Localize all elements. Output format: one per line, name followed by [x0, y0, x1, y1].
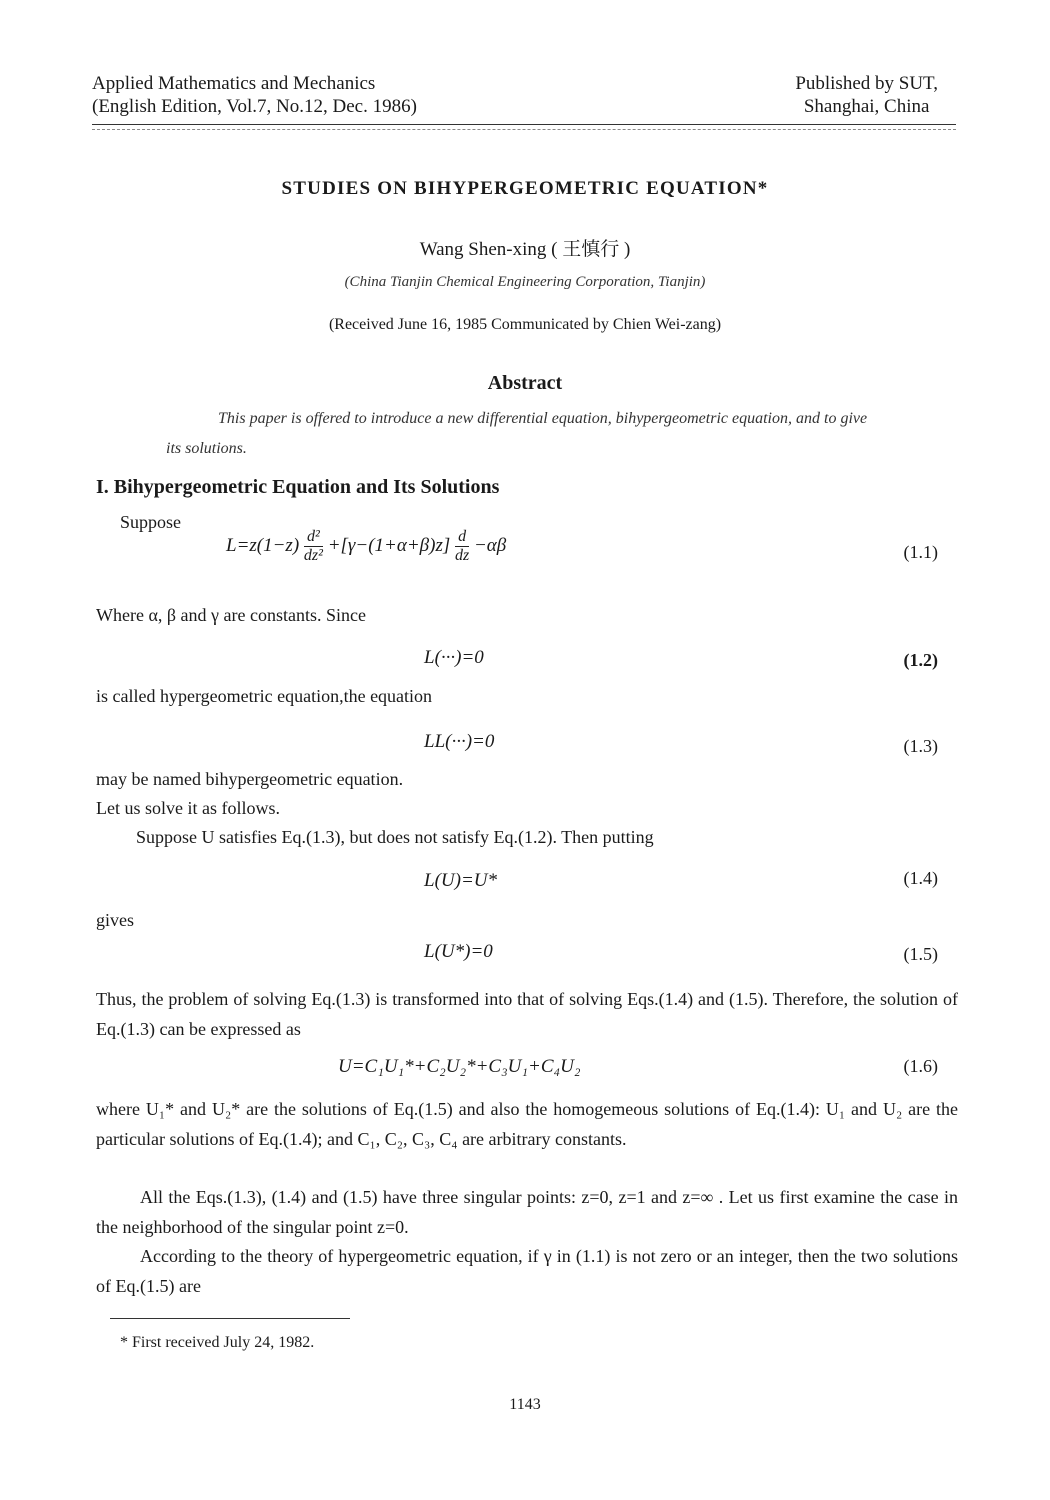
section-heading: I. Bihypergeometric Equation and Its Solutions — [96, 476, 500, 498]
affiliation: (China Tianjin Chemical Engineering Corporation, Tianjin) — [344, 274, 706, 290]
abstract-body: This paper is offered to introduce a new differential equation, bihypergeometric equation, and to give its solutions. — [166, 410, 868, 457]
solve-text: Let us solve it as follows. — [96, 798, 280, 818]
abstract-heading: Abstract — [487, 372, 563, 394]
equation-1-4: L(U)=U* — [424, 870, 497, 891]
equation-1-1 — [226, 528, 506, 565]
eq1-mid: +[γ−(1+α+β)z] — [327, 534, 451, 556]
journal-header — [92, 72, 417, 118]
paragraph-where-solutions: where U₁* and U₂* are the solutions of Eq.(1.5) and also the homogemeous solutions of Eq.(1.4): U₁ and U₂ are the particular solutions of Eq.(1.4); and C₁, C₂, C₃, C₄ are arbitrary constants. — [96, 1099, 958, 1149]
suppose-text: Suppose — [120, 512, 182, 532]
author: Wang Shen-xing ( 王慎行 ) — [419, 239, 631, 260]
footnote: * First received July 24, 1982. — [120, 1334, 315, 1351]
eq1-frac-first-derivative: $\frac{d}{dz}$ — [454, 528, 470, 564]
publisher-city: Shanghai, China — [803, 96, 930, 117]
suppose-u-text: Suppose U satisfies Eq.(1.3), but does not satisfy Eq.(1.2). Then putting — [136, 827, 654, 847]
equation-number-1-4: (1.4) — [903, 868, 938, 888]
paragraph-according: According to the theory of hypergeometric equation, if γ in (1.1) is not zero or an integer, then the two solutions of Eq.(1.5) are — [96, 1246, 958, 1296]
paragraph-singular-points: All the Eqs.(1.3), (1.4) and (1.5) have three singular points: z=0, z=1 and z=∞ . Let us first examine the case in the neighborhood of the singular point z=0. — [96, 1187, 958, 1237]
where-constants-text: Where α, β and γ are constants. Since — [96, 605, 366, 625]
equation-1-3: LL(···)=0 — [424, 731, 495, 752]
equation-number-1-5: (1.5) — [903, 944, 938, 964]
equation-1-6: U=C₁U₁*+C₂U₂*+C₃U₁+C₄U₂ — [338, 1056, 581, 1077]
header-rule — [92, 124, 956, 125]
eq1-rhs: −αβ — [473, 534, 507, 556]
equation-1-5: L(U*)=0 — [424, 941, 493, 962]
hypergeometric-text: is called hypergeometric equation,the equation — [96, 686, 433, 706]
publisher-name: Published by SUT, — [795, 73, 938, 94]
equation-number-1-3: (1.3) — [903, 736, 938, 756]
equation-number-1-6: (1.6) — [903, 1056, 938, 1076]
publisher-header — [795, 72, 938, 118]
equation-number-1-1: (1.1) — [903, 542, 938, 562]
received-date: (Received June 16, 1985 Communicated by Chien Wei-zang) — [328, 316, 722, 333]
journal-issue: (English Edition, Vol.7, No.12, Dec. 1986) — [92, 96, 417, 117]
eq1-frac-second-derivative: $\frac{\text{d²}}{\text{dz²}}$ — [303, 528, 323, 564]
footnote-rule — [110, 1318, 350, 1319]
equation-number-1-2: (1.2) — [903, 650, 938, 670]
equation-1-2: L(···)=0 — [424, 647, 484, 668]
eq1-lhs: L=z(1−z) — [226, 534, 300, 556]
gives-text: gives — [96, 910, 134, 930]
bihypergeometric-named-text: may be named bihypergeometric equation. — [96, 769, 404, 789]
paper-title: STUDIES ON BIHYPERGEOMETRIC EQUATION* — [281, 178, 769, 199]
paragraph-thus: Thus, the problem of solving Eq.(1.3) is transformed into that of solving Eqs.(1.4) and (1.5). Therefore, the solution of Eq.(1.3) can be expressed as — [96, 989, 958, 1039]
header-rule-secondary — [92, 129, 956, 130]
journal-name: Applied Mathematics and Mechanics — [92, 73, 376, 94]
page-number: 1143 — [509, 1396, 541, 1413]
